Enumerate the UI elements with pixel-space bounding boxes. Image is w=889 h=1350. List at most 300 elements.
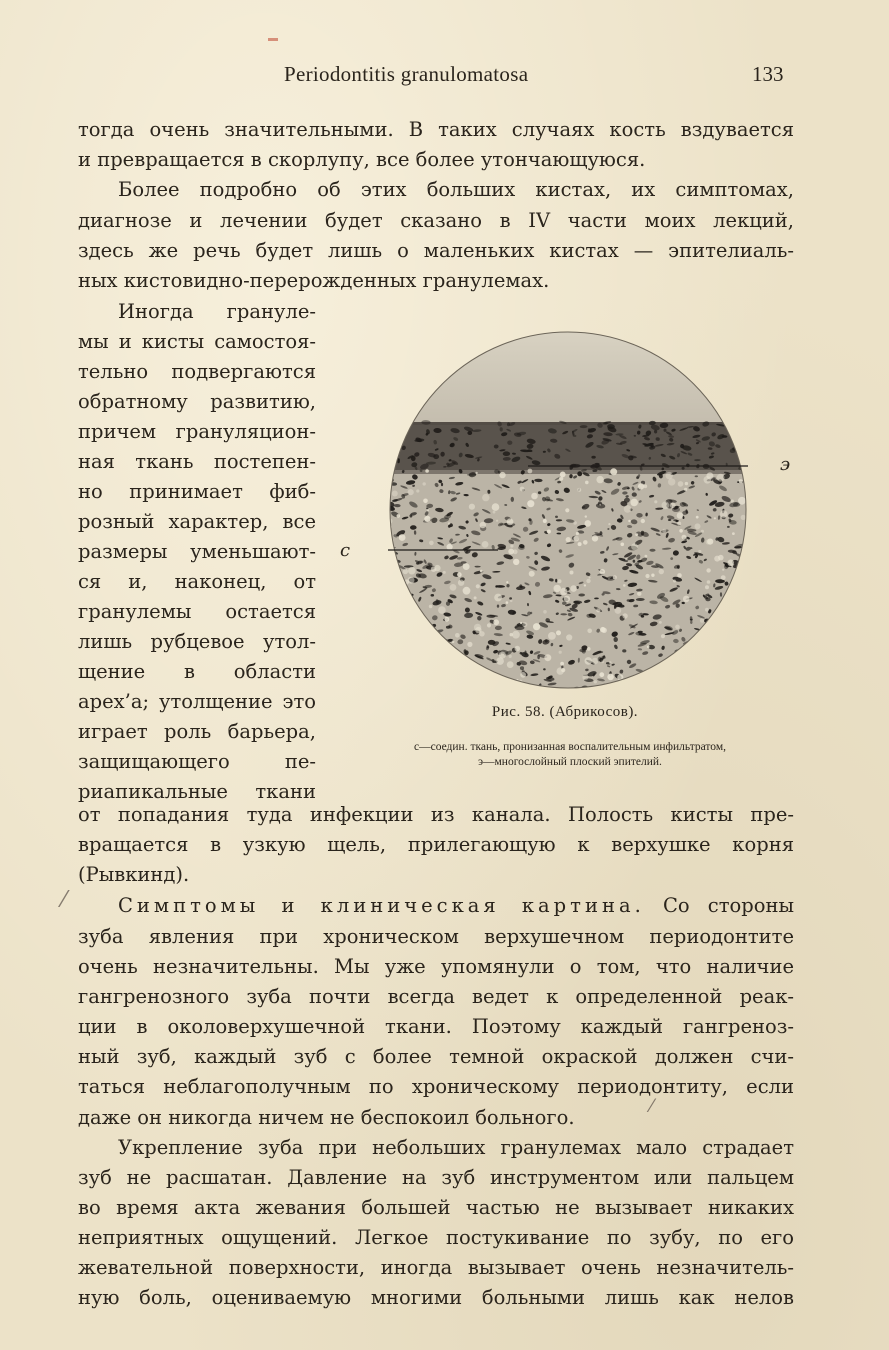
cell-nucleus-dot xyxy=(591,456,595,459)
page-header xyxy=(0,62,889,92)
tissue-gap-dot xyxy=(482,494,489,501)
tissue-gap-dot xyxy=(608,523,610,525)
cell-nucleus-dot xyxy=(706,649,712,655)
tissue-gap-dot xyxy=(559,651,562,654)
tissue-gap-dot xyxy=(589,577,591,579)
tissue-gap-dot xyxy=(625,558,628,561)
tissue-gap-dot xyxy=(487,623,491,627)
tissue-gap-dot xyxy=(543,610,547,614)
tissue-gap-dot xyxy=(594,680,597,683)
tissue-gap-dot xyxy=(707,580,711,584)
tissue-gap-dot xyxy=(743,574,746,577)
tissue-gap-dot xyxy=(607,674,614,681)
tissue-gap-dot xyxy=(720,616,727,623)
cell-nucleus-dot xyxy=(673,672,678,675)
cell-nucleus-dot xyxy=(423,633,433,639)
tissue-gap-dot xyxy=(467,665,469,667)
tissue-gap-dot xyxy=(513,559,519,565)
cell-nucleus-dot xyxy=(683,657,691,662)
tissue-gap-dot xyxy=(528,469,533,474)
tissue-gap-dot xyxy=(556,630,561,635)
tissue-gap-dot xyxy=(426,672,429,675)
cell-nucleus-dot xyxy=(472,684,481,688)
cell-nucleus-dot xyxy=(388,616,396,621)
tissue-gap-dot xyxy=(397,514,401,518)
figure-legend-line: c—соедин. ткань, пронизанная воспалительным инфильтратом, xyxy=(414,741,726,753)
tissue-gap-dot xyxy=(506,581,508,583)
cell-nucleus-dot xyxy=(395,430,401,434)
cell-nucleus-dot xyxy=(634,683,640,689)
tissue-gap-dot xyxy=(566,537,571,542)
tissue-gap-dot xyxy=(654,500,657,503)
cell-nucleus-dot xyxy=(487,674,494,678)
narrow-text-line: лишь рубцевое утол- xyxy=(78,630,316,653)
cell-nucleus-dot xyxy=(721,625,730,629)
cell-nucleus-dot xyxy=(738,621,742,626)
tissue-gap-dot xyxy=(424,516,430,522)
cell-nucleus-dot xyxy=(497,605,499,608)
tissue-gap-dot xyxy=(722,653,726,657)
tissue-gap-dot xyxy=(583,540,588,545)
cell-nucleus-dot xyxy=(388,596,391,601)
tissue-gap-dot xyxy=(582,674,588,680)
cell-nucleus-dot xyxy=(710,625,720,633)
tissue-gap-dot xyxy=(481,685,486,690)
figure-label-e: э xyxy=(780,454,791,475)
tissue-gap-dot xyxy=(434,565,440,571)
tissue-gap-dot xyxy=(647,646,650,649)
cell-nucleus-dot xyxy=(731,616,741,622)
cell-nucleus-dot xyxy=(441,483,443,486)
cell-nucleus-dot xyxy=(730,663,735,667)
tissue-gap-dot xyxy=(463,670,469,676)
tissue-gap-dot xyxy=(516,684,519,687)
tissue-gap-dot xyxy=(469,504,475,510)
cell-nucleus-dot xyxy=(401,628,411,634)
cell-nucleus-dot xyxy=(700,646,703,650)
cell-nucleus-dot xyxy=(399,629,403,633)
cell-nucleus-dot xyxy=(674,686,681,690)
narrow-text-line: ся и, наконец, от xyxy=(78,570,316,593)
tissue-gap-dot xyxy=(615,607,622,614)
tissue-gap-dot xyxy=(561,668,565,672)
cell-nucleus-dot xyxy=(442,676,448,682)
tissue-gap-dot xyxy=(442,681,450,689)
tissue-gap-dot xyxy=(622,613,627,618)
tissue-gap-dot xyxy=(564,596,570,602)
tissue-gap-dot xyxy=(701,530,704,533)
tissue-gap-dot xyxy=(444,680,451,687)
cell-nucleus-dot xyxy=(738,594,746,598)
text-line: Более подробно об этих больших кистах, их симптомах, xyxy=(118,178,794,201)
cell-nucleus-dot xyxy=(742,573,748,576)
narrow-text-line: мы и кисты самостоя- xyxy=(78,330,316,353)
tissue-gap-dot xyxy=(399,535,402,538)
tissue-gap-dot xyxy=(738,497,746,505)
text-line: ных кистовидно-перерожденных гранулемах. xyxy=(78,269,550,292)
tissue-gap-dot xyxy=(520,622,522,624)
cell-nucleus-dot xyxy=(721,674,725,677)
tissue-gap-dot xyxy=(548,632,556,640)
tissue-gap-dot xyxy=(420,647,423,650)
tissue-gap-dot xyxy=(585,520,592,527)
tissue-gap-dot xyxy=(587,629,592,634)
cell-nucleus-dot xyxy=(477,678,485,685)
tissue-gap-dot xyxy=(451,663,455,667)
tissue-gap-dot xyxy=(706,568,710,572)
cell-nucleus-dot xyxy=(426,651,434,655)
cell-nucleus-dot xyxy=(419,681,426,685)
tissue-gap-dot xyxy=(682,535,687,540)
cell-nucleus-dot xyxy=(388,455,392,460)
tissue-gap-dot xyxy=(408,567,416,575)
cell-nucleus-dot xyxy=(460,674,467,677)
cell-nucleus-dot xyxy=(710,633,716,636)
cell-nucleus-dot xyxy=(681,673,684,676)
cell-nucleus-dot xyxy=(686,674,695,680)
cell-nucleus-dot xyxy=(653,675,658,679)
tissue-gap-dot xyxy=(511,684,517,690)
cell-nucleus-dot xyxy=(728,645,737,652)
cell-nucleus-dot xyxy=(416,661,425,664)
cell-nucleus-dot xyxy=(708,662,711,665)
micrograph-illustration xyxy=(388,330,748,690)
tissue-gap-dot xyxy=(430,635,435,640)
tissue-gap-dot xyxy=(704,476,712,484)
cell-nucleus-dot xyxy=(395,614,405,622)
text-line: здесь же речь будет лишь о маленьких кистах — эпителиаль- xyxy=(78,239,794,262)
cell-nucleus-dot xyxy=(429,660,432,663)
tissue-gap-dot xyxy=(529,571,535,577)
cell-nucleus-dot xyxy=(414,647,424,653)
cell-nucleus-dot xyxy=(440,657,449,663)
cell-nucleus-dot xyxy=(742,599,746,603)
tissue-gap-dot xyxy=(585,515,587,517)
tissue-gap-dot xyxy=(494,594,502,602)
tissue-gap-dot xyxy=(388,564,392,568)
tissue-gap-dot xyxy=(705,585,709,589)
tissue-gap-dot xyxy=(499,472,505,478)
tissue-gap-dot xyxy=(727,660,730,663)
tissue-gap-dot xyxy=(683,684,689,690)
cell-nucleus-dot xyxy=(730,587,734,592)
tissue-gap-dot xyxy=(578,542,582,546)
tissue-gap-dot xyxy=(425,469,429,473)
cell-nucleus-dot xyxy=(671,669,679,675)
tissue-gap-dot xyxy=(585,657,593,665)
cell-nucleus-dot xyxy=(388,596,394,602)
cell-nucleus-dot xyxy=(698,659,702,664)
tissue-gap-dot xyxy=(560,472,566,478)
tissue-gap-dot xyxy=(718,555,724,561)
cell-nucleus-dot xyxy=(401,615,404,617)
tissue-gap-dot xyxy=(560,588,567,595)
cell-nucleus-dot xyxy=(444,668,451,671)
text-line: и превращается в скорлупу, все более утончающуюся. xyxy=(78,148,646,171)
tissue-gap-dot xyxy=(442,672,448,678)
tissue-gap-dot xyxy=(416,489,419,492)
narrow-text-line: риапикальные ткани xyxy=(78,780,316,803)
tissue-gap-dot xyxy=(544,654,551,661)
tissue-gap-dot xyxy=(416,677,418,679)
cell-nucleus-dot xyxy=(430,644,433,647)
tissue-gap-dot xyxy=(414,623,419,628)
tissue-gap-dot xyxy=(441,645,447,651)
tissue-gap-dot xyxy=(662,501,670,509)
cell-nucleus-dot xyxy=(446,656,454,662)
tissue-gap-dot xyxy=(480,570,483,573)
tissue-gap-dot xyxy=(576,532,579,535)
tissue-gap-dot xyxy=(533,623,540,630)
tissue-gap-dot xyxy=(584,584,586,586)
cell-nucleus-dot xyxy=(717,614,720,618)
cell-nucleus-dot xyxy=(429,662,434,665)
tissue-gap-dot xyxy=(388,651,392,655)
tissue-gap-dot xyxy=(722,569,724,571)
tissue-gap-dot xyxy=(720,510,728,518)
cell-nucleus-dot xyxy=(714,647,720,651)
cell-nucleus-dot xyxy=(388,598,393,606)
cell-nucleus-dot xyxy=(720,631,730,637)
tissue-gap-dot xyxy=(732,532,735,535)
tissue-gap-dot xyxy=(566,634,572,640)
tissue-gap-dot xyxy=(706,635,710,639)
cell-nucleus-dot xyxy=(388,560,391,564)
tissue-gap-dot xyxy=(474,596,477,599)
tissue-gap-dot xyxy=(651,574,654,577)
tissue-gap-dot xyxy=(512,631,520,639)
cell-nucleus-dot xyxy=(408,622,412,626)
text-line: жевательной поверхности, иногда вызывает очень незначитель- xyxy=(78,1256,794,1279)
tissue-gap-dot xyxy=(737,567,745,575)
tissue-gap-dot xyxy=(686,674,689,677)
tissue-gap-dot xyxy=(499,652,506,659)
cell-nucleus-dot xyxy=(423,642,428,644)
tissue-gap-dot xyxy=(741,515,746,520)
tissue-gap-dot xyxy=(683,596,690,603)
cell-nucleus-dot xyxy=(738,562,746,568)
tissue-gap-dot xyxy=(434,677,439,682)
tissue-gap-dot xyxy=(731,500,734,503)
tissue-gap-dot xyxy=(659,621,662,624)
tissue-gap-dot xyxy=(476,584,480,588)
tissue-gap-dot xyxy=(624,505,632,513)
symptoms-heading-line xyxy=(118,894,794,918)
cell-nucleus-dot xyxy=(398,585,403,589)
tissue-gap-dot xyxy=(679,529,683,533)
cell-nucleus-dot xyxy=(642,675,649,678)
cell-nucleus-dot xyxy=(454,678,462,683)
tissue-gap-dot xyxy=(415,673,423,681)
text-line: от попадания туда инфекции из канала. Полость кисты пре- xyxy=(78,803,794,826)
cell-nucleus-dot xyxy=(514,684,518,687)
cell-nucleus-dot xyxy=(725,422,734,425)
pencil-check-mark: ⁄ xyxy=(62,888,66,913)
cell-nucleus-dot xyxy=(434,665,443,671)
cell-nucleus-dot xyxy=(728,652,730,655)
tissue-gap-dot xyxy=(609,661,612,664)
cell-nucleus-dot xyxy=(733,669,739,671)
cell-nucleus-dot xyxy=(412,655,418,661)
tissue-gap-dot xyxy=(673,580,676,583)
tissue-gap-dot xyxy=(631,543,638,550)
text-line: ную боль, оцениваемую многими больными лишь как нелов xyxy=(78,1286,794,1309)
tissue-gap-dot xyxy=(457,572,462,577)
tissue-gap-dot xyxy=(586,579,590,583)
tissue-gap-dot xyxy=(645,555,648,558)
cell-nucleus-dot xyxy=(428,673,435,677)
tissue-gap-dot xyxy=(646,674,654,682)
cell-nucleus-dot xyxy=(438,643,442,645)
narrow-text-line: тельно подвергаются xyxy=(78,360,316,383)
narrow-text-line: гранулемы остается xyxy=(78,600,316,623)
cell-nucleus-dot xyxy=(397,615,406,621)
tissue-gap-dot xyxy=(395,566,399,570)
tissue-gap-dot xyxy=(660,680,666,686)
cell-nucleus-dot xyxy=(420,672,423,677)
tissue-gap-dot xyxy=(558,579,562,583)
tissue-gap-dot xyxy=(635,533,638,536)
tissue-gap-dot xyxy=(570,571,574,575)
figure-legend-line: э—многослойный плоский эпителий. xyxy=(478,756,662,768)
tissue-gap-dot xyxy=(585,481,589,485)
cell-nucleus-dot xyxy=(698,665,703,668)
cell-nucleus-dot xyxy=(738,451,748,454)
text-line: тогда очень значительными. В таких случаях кость вздувается xyxy=(78,118,794,141)
cell-nucleus-dot xyxy=(616,685,621,689)
tissue-gap-dot xyxy=(414,651,419,656)
cell-nucleus-dot xyxy=(688,682,693,687)
tissue-gap-dot xyxy=(705,657,712,664)
cell-nucleus-dot xyxy=(408,656,410,659)
cell-nucleus-dot xyxy=(460,677,464,682)
tissue-gap-dot xyxy=(610,468,617,475)
tissue-gap-dot xyxy=(520,672,526,678)
cell-nucleus-dot xyxy=(397,420,404,425)
cell-nucleus-dot xyxy=(734,677,742,680)
cell-nucleus-dot xyxy=(503,451,510,456)
pencil-check-mark: ⁄ xyxy=(650,1096,654,1117)
tissue-gap-dot xyxy=(474,624,481,631)
text-line: зуб не расшатан. Давление на зуб инструментом или пальцем xyxy=(78,1166,794,1189)
cell-nucleus-dot xyxy=(396,439,401,444)
tissue-gap-dot xyxy=(429,541,434,546)
cell-nucleus-dot xyxy=(739,638,742,641)
tissue-gap-dot xyxy=(547,530,551,534)
cell-nucleus-dot xyxy=(452,670,459,673)
tissue-gap-dot xyxy=(623,584,626,587)
tissue-gap-dot xyxy=(543,519,547,523)
tissue-gap-dot xyxy=(681,685,688,690)
tissue-gap-dot xyxy=(456,673,462,679)
tissue-gap-dot xyxy=(506,601,509,604)
tissue-gap-dot xyxy=(496,520,498,522)
cell-nucleus-dot xyxy=(725,647,733,652)
tissue-gap-dot xyxy=(599,672,604,677)
cell-nucleus-dot xyxy=(392,664,402,671)
cell-nucleus-dot xyxy=(741,572,748,575)
cell-nucleus-dot xyxy=(743,672,748,675)
cell-nucleus-dot xyxy=(743,464,748,471)
tissue-gap-dot xyxy=(448,522,450,524)
tissue-gap-dot xyxy=(510,600,513,603)
tissue-gap-dot xyxy=(444,617,449,622)
cell-nucleus-dot xyxy=(427,650,435,657)
cell-nucleus-dot xyxy=(733,582,736,585)
page-number: 133 xyxy=(752,62,784,86)
cell-nucleus-dot xyxy=(388,425,392,428)
narrow-text-line: играет роль барьера, xyxy=(78,720,316,743)
cell-nucleus-dot xyxy=(487,680,493,685)
cell-nucleus-dot xyxy=(729,671,737,676)
cell-nucleus-dot xyxy=(727,640,734,645)
tissue-gap-dot xyxy=(727,560,734,567)
tissue-gap-dot xyxy=(475,472,477,474)
cell-nucleus-dot xyxy=(400,628,404,633)
cell-nucleus-dot xyxy=(712,645,721,650)
cell-nucleus-dot xyxy=(418,671,421,674)
tissue-gap-dot xyxy=(423,499,428,504)
cell-nucleus-dot xyxy=(738,574,748,581)
text-line: ции в околоверхушечной ткани. Поэтому каждый гангреноз- xyxy=(78,1015,794,1038)
tissue-gap-dot xyxy=(670,503,676,509)
cell-nucleus-dot xyxy=(721,605,728,608)
tissue-gap-dot xyxy=(706,539,711,544)
tissue-gap-dot xyxy=(677,512,684,519)
tissue-gap-dot xyxy=(677,522,681,526)
tissue-gap-dot xyxy=(396,664,401,669)
tissue-gap-dot xyxy=(482,541,489,548)
tissue-gap-dot xyxy=(565,508,569,512)
tissue-gap-dot xyxy=(527,500,534,507)
tissue-gap-dot xyxy=(685,482,688,485)
tissue-gap-dot xyxy=(641,519,645,523)
tissue-gap-dot xyxy=(443,571,446,574)
cell-nucleus-dot xyxy=(388,551,393,558)
cell-nucleus-dot xyxy=(390,456,395,461)
tissue-gap-dot xyxy=(455,633,460,638)
tissue-gap-dot xyxy=(531,493,538,500)
tissue-gap-dot xyxy=(705,608,709,612)
tissue-gap-dot xyxy=(599,504,601,506)
cell-nucleus-dot xyxy=(391,583,401,589)
cell-nucleus-dot xyxy=(413,633,419,639)
figure-label-c: c xyxy=(340,540,351,561)
tissue-gap-dot xyxy=(733,651,737,655)
text-line: неприятных ощущений. Легкое постукивание по зубу, по его xyxy=(78,1226,794,1249)
narrow-text-line: apex’a; утолщение это xyxy=(78,690,316,713)
cell-nucleus-dot xyxy=(389,579,394,584)
cell-nucleus-dot xyxy=(727,620,734,625)
tissue-gap-dot xyxy=(428,679,431,682)
tissue-gap-dot xyxy=(390,673,394,677)
cell-nucleus-dot xyxy=(735,601,741,605)
tissue-gap-dot xyxy=(628,520,630,522)
tissue-gap-dot xyxy=(392,595,395,598)
cell-nucleus-dot xyxy=(395,610,405,617)
tissue-gap-dot xyxy=(493,511,496,514)
cell-nucleus-dot xyxy=(728,594,735,600)
tissue-gap-dot xyxy=(423,482,426,485)
cell-nucleus-dot xyxy=(509,597,512,599)
section-heading: Симптомы и клиническая картина. xyxy=(118,894,645,917)
tissue-gap-dot xyxy=(507,518,514,525)
tissue-gap-dot xyxy=(613,575,617,579)
tissue-gap-dot xyxy=(418,632,425,639)
tissue-gap-dot xyxy=(492,503,500,511)
cell-nucleus-dot xyxy=(406,654,413,659)
cell-nucleus-dot xyxy=(430,668,435,672)
